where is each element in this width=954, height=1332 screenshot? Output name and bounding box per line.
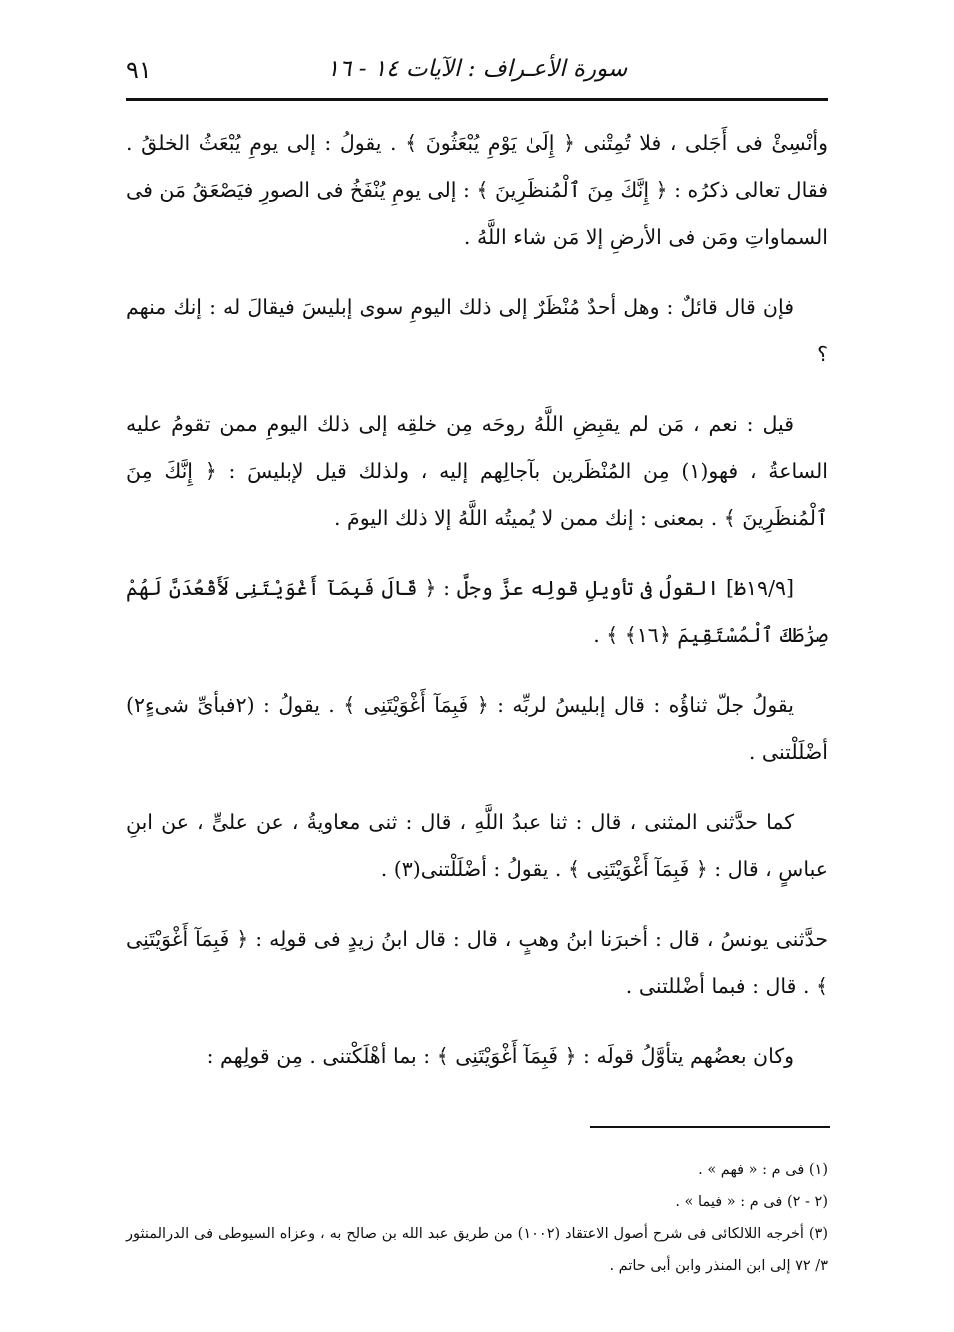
footnote: (٣) أخرجه اللالكائى فى شرح أصول الاعتقاد (١٠٠٢) من طريق عبد الله بن صالح به ، وعزاه السيوطى فى الدرالمنثور ٣/ ٧٢ إلى ابن المنذر وابن أبى حاتم . xyxy=(126,1226,828,1274)
page-number: ٩١ xyxy=(126,56,152,84)
footnote-divider xyxy=(590,1126,830,1128)
footnote: (١) فى م : « فهم » . xyxy=(698,1162,828,1178)
paragraph: كما حدَّثنى المثنى ، قال : ثنا عبدُ اللَّهِ ، قال : ثنى معاويةُ ، عن علىٍّ ، عن ابنِ عباسٍ ، قال : ﴿ فَبِمَآ أَغْوَيْتَنِى ﴾ . يقولُ : أضْلَلْتنى(٣) . xyxy=(126,810,828,881)
paragraph: حدَّثنى يونسُ ، قال : أخبرَنا ابنُ وهبٍ ، قال : قال ابنُ زيدٍ فى قولِه : ﴿ فَبِمَآ أَغْوَيْتَنِى ﴾ . قال : فبما أضْللتنى . xyxy=(126,927,828,998)
main-text xyxy=(126,120,828,1103)
paragraph: فإن قال قائلٌ : وهل أحدٌ مُنْظَرٌ إلى ذلك اليومِ سوى إبليسَ فيقالَ له : إنك منهم ؟ xyxy=(126,295,828,366)
paragraph: وكان بعضُهم يتأوَّلُ قولَه : ﴿ فَبِمَآ أَغْوَيْتَنِى ﴾ : بما أهْلَكْتنى . مِن قولِهم : xyxy=(206,1044,794,1068)
paragraph: يقولُ جلّ ثناؤُه : قال إبليسُ لربِّه : ﴿ فَبِمَآ أَغْوَيْتَنِى ﴾ . يقولُ : (٢فبأىِّ شىءٍ٢) أضْلَلْتنى . xyxy=(126,693,828,764)
paragraph: [١٩/٩ظ] القولُ فى تأويلِ قولِه عزَّ وجلَّ : ﴿ قَالَ فَبِمَآ أَغْوَيْتَنِى لَأَقْعُدَنَّ لَهُمْ صِرَٰطَكَ ٱلْمُسْتَقِيمَ ﴿١٦﴾ ﴾ . xyxy=(126,576,828,647)
paragraph: وأنْسِئْ فى أَجَلى ، فلا تُمِتْنى ﴿ إِلَىٰ يَوْمِ يُبْعَثُونَ ﴾ . يقولُ : إلى يومِ يُبْعَثُ الخلقُ . فقال تعالى ذكرُه : ﴿ إِنَّكَ مِنَ ٱلْمُنظَرِينَ ﴾ : إلى يومِ يُنْفَخُ فى الصورِ فيَصْعَقُ مَن فى السماواتِ ومَن فى الأرضِ إلا مَن شاء اللَّهُ . xyxy=(126,131,828,249)
footnotes xyxy=(126,1154,828,1282)
running-title: سورة الأعـراف : الآيات ١٤ - ١٦ xyxy=(326,56,628,82)
paragraph: قيل : نعم ، مَن لم يقبِضِ اللَّهُ روحَه مِن خلقِه إلى ذلك اليومِ ممن تقومُ عليه الساعةُ ، فهو(١) مِن المُنْظَرين بآجالِهم إليه ، ولذلك قيل لإبليسَ : ﴿ إِنَّكَ مِنَ ٱلْمُنظَرِينَ ﴾ . بمعنى : إنك ممن لا يُميتُه اللَّهُ إلا ذلك اليومَ . xyxy=(126,412,828,530)
footnote: (٢ - ٢) فى م : « فيما » . xyxy=(675,1194,828,1210)
running-header xyxy=(126,52,828,101)
